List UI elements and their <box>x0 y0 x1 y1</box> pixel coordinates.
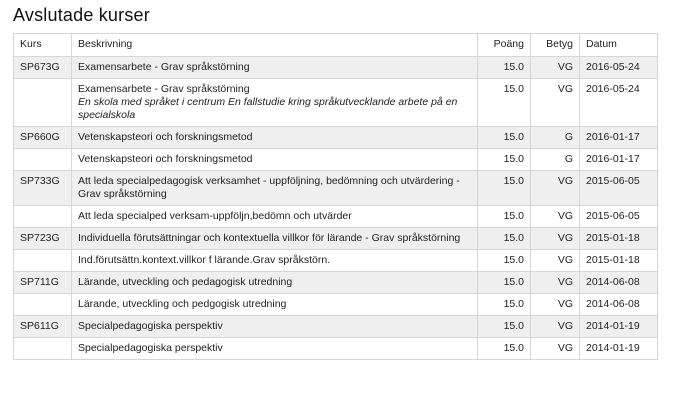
course-date-cell <box>580 171 658 206</box>
course-date-cell <box>580 316 658 338</box>
course-code-cell <box>14 228 72 250</box>
course-sub-row <box>14 206 658 228</box>
course-code-text: SP660G <box>20 131 60 143</box>
course-date-text: 2014-06-08 <box>586 298 640 310</box>
course-description-cell <box>72 57 478 79</box>
course-date-text: 2016-05-24 <box>586 83 640 95</box>
course-grade-cell <box>531 338 580 360</box>
course-grade-cell <box>531 57 580 79</box>
course-description-text: Vetenskapsteori och forskningsmetod <box>78 131 253 143</box>
course-code-text: SP723G <box>20 232 60 244</box>
course-code-cell <box>14 149 72 171</box>
column-header-code: Kurs <box>14 34 72 57</box>
course-grade-cell <box>531 149 580 171</box>
course-date-cell <box>580 149 658 171</box>
course-description-text: Examensarbete - Grav språkstörning <box>78 83 250 95</box>
course-points-text: 15.0 <box>503 232 524 244</box>
course-date-text: 2014-01-19 <box>586 320 640 332</box>
course-sub-row <box>14 149 658 171</box>
course-description-cell <box>72 228 478 250</box>
course-points-cell <box>478 316 531 338</box>
course-date-text: 2015-01-18 <box>586 232 640 244</box>
course-grade-cell <box>531 206 580 228</box>
course-grade-text: VG <box>557 210 573 222</box>
course-description-text: Lärande, utveckling och pedgogisk utredning <box>78 298 287 310</box>
course-description-text: Specialpedagogiska perspektiv <box>78 320 223 332</box>
course-date-text: 2016-01-17 <box>586 131 640 143</box>
course-code-text: SP711G <box>20 276 59 288</box>
completed-courses-table <box>13 33 658 360</box>
course-sub-row <box>14 250 658 272</box>
course-description-cell <box>72 79 478 127</box>
course-code-text: SP733G <box>20 175 60 187</box>
course-points-cell <box>478 228 531 250</box>
course-points-text: 15.0 <box>503 342 524 354</box>
course-date-cell <box>580 57 658 79</box>
course-row <box>14 57 658 79</box>
page-title: Avslutade kurser <box>13 5 150 25</box>
course-description-text: Att leda specialped verksam-uppföljn,bedömn och utvärder <box>78 210 352 222</box>
course-code-cell <box>14 57 72 79</box>
course-sub-row <box>14 79 658 127</box>
course-date-text: 2015-06-05 <box>586 210 640 222</box>
course-grade-text: VG <box>557 175 573 187</box>
course-date-text: 2016-01-17 <box>586 153 640 165</box>
course-row <box>14 272 658 294</box>
course-description-cell <box>72 250 478 272</box>
course-points-text: 15.0 <box>503 83 524 95</box>
course-date-cell <box>580 250 658 272</box>
course-points-cell <box>478 338 531 360</box>
course-grade-text: VG <box>557 320 573 332</box>
course-description-cell <box>72 206 478 228</box>
course-points-cell <box>478 171 531 206</box>
course-points-cell <box>478 294 531 316</box>
course-grade-text: VG <box>557 342 573 354</box>
course-grade-text: VG <box>557 254 573 266</box>
course-date-text: 2014-06-08 <box>586 276 640 288</box>
course-description-cell <box>72 149 478 171</box>
course-grade-text: G <box>564 131 573 143</box>
course-description-text: Lärande, utveckling och pedagogisk utredning <box>78 276 293 288</box>
course-code-cell <box>14 272 72 294</box>
course-date-text: 2015-06-05 <box>586 175 640 187</box>
course-points-text: 15.0 <box>503 298 524 310</box>
course-description-text: Att leda specialpedagogisk verksamhet - uppföljning, bedömning och utvärdering - Grav språkstörning <box>78 175 460 200</box>
course-points-cell <box>478 250 531 272</box>
course-points-cell <box>478 127 531 149</box>
course-grade-text: VG <box>557 232 573 244</box>
course-points-text: 15.0 <box>503 254 524 266</box>
course-grade-cell <box>531 316 580 338</box>
course-date-text: 2016-05-24 <box>586 61 640 73</box>
course-grade-cell <box>531 294 580 316</box>
course-code-cell <box>14 250 72 272</box>
course-grade-text: VG <box>557 298 573 310</box>
course-description-cell <box>72 272 478 294</box>
course-date-cell <box>580 127 658 149</box>
course-grade-cell <box>531 250 580 272</box>
course-points-cell <box>478 206 531 228</box>
table-body <box>14 57 658 360</box>
course-date-cell <box>580 206 658 228</box>
course-code-cell <box>14 127 72 149</box>
course-code-cell <box>14 316 72 338</box>
course-points-cell <box>478 79 531 127</box>
course-grade-text: VG <box>557 61 573 73</box>
course-points-text: 15.0 <box>503 61 524 73</box>
course-code-cell <box>14 79 72 127</box>
course-description-text: Vetenskapsteori och forskningsmetod <box>78 153 253 165</box>
course-description-text: Examensarbete - Grav språkstörning <box>78 61 250 73</box>
course-sub-row <box>14 338 658 360</box>
course-code-cell <box>14 338 72 360</box>
column-header-points: Poäng <box>478 34 531 57</box>
course-description-text: Specialpedagogiska perspektiv <box>78 342 223 354</box>
course-points-text: 15.0 <box>503 210 524 222</box>
column-header-grade: Betyg <box>531 34 580 57</box>
course-grade-text: VG <box>557 276 573 288</box>
course-points-text: 15.0 <box>503 276 524 288</box>
course-row <box>14 228 658 250</box>
course-sub-row <box>14 294 658 316</box>
course-points-text: 15.0 <box>503 153 524 165</box>
course-description-cell <box>72 338 478 360</box>
course-points-text: 15.0 <box>503 175 524 187</box>
course-date-text: 2014-01-19 <box>586 342 640 354</box>
course-points-cell <box>478 272 531 294</box>
course-points-cell <box>478 57 531 79</box>
course-grade-text: G <box>564 153 573 165</box>
course-points-cell <box>478 149 531 171</box>
course-code-cell <box>14 294 72 316</box>
course-description-text: Individuella förutsättningar och kontextuella villkor för lärande - Grav språkstörning <box>78 232 461 244</box>
course-code-cell <box>14 206 72 228</box>
course-grade-cell <box>531 228 580 250</box>
course-points-text: 15.0 <box>503 320 524 332</box>
course-grade-cell <box>531 272 580 294</box>
course-description-cell <box>72 316 478 338</box>
course-grade-text: VG <box>557 83 573 95</box>
table-header-row <box>14 34 658 57</box>
course-description-cell <box>72 127 478 149</box>
course-code-text: SP611G <box>20 320 59 332</box>
course-date-text: 2015-01-18 <box>586 254 640 266</box>
course-points-text: 15.0 <box>503 131 524 143</box>
column-header-date: Datum <box>580 34 658 57</box>
course-code-text: SP673G <box>20 61 60 73</box>
course-date-cell <box>580 338 658 360</box>
course-description-cell <box>72 171 478 206</box>
course-row <box>14 171 658 206</box>
course-date-cell <box>580 294 658 316</box>
course-description-cell <box>72 294 478 316</box>
course-date-cell <box>580 79 658 127</box>
course-description-text: Ind.förutsättn.kontext.villkor f lärande.Grav språkstörn. <box>78 254 331 266</box>
course-subtitle-text: En skola med språket i centrum En fallstudie kring språkutvecklande arbete på en specialskola <box>78 96 458 121</box>
course-grade-cell <box>531 171 580 206</box>
course-row <box>14 316 658 338</box>
course-grade-cell <box>531 79 580 127</box>
course-date-cell <box>580 272 658 294</box>
course-grade-cell <box>531 127 580 149</box>
course-code-cell <box>14 171 72 206</box>
course-date-cell <box>580 228 658 250</box>
column-header-description: Beskrivning <box>72 34 478 57</box>
course-row <box>14 127 658 149</box>
